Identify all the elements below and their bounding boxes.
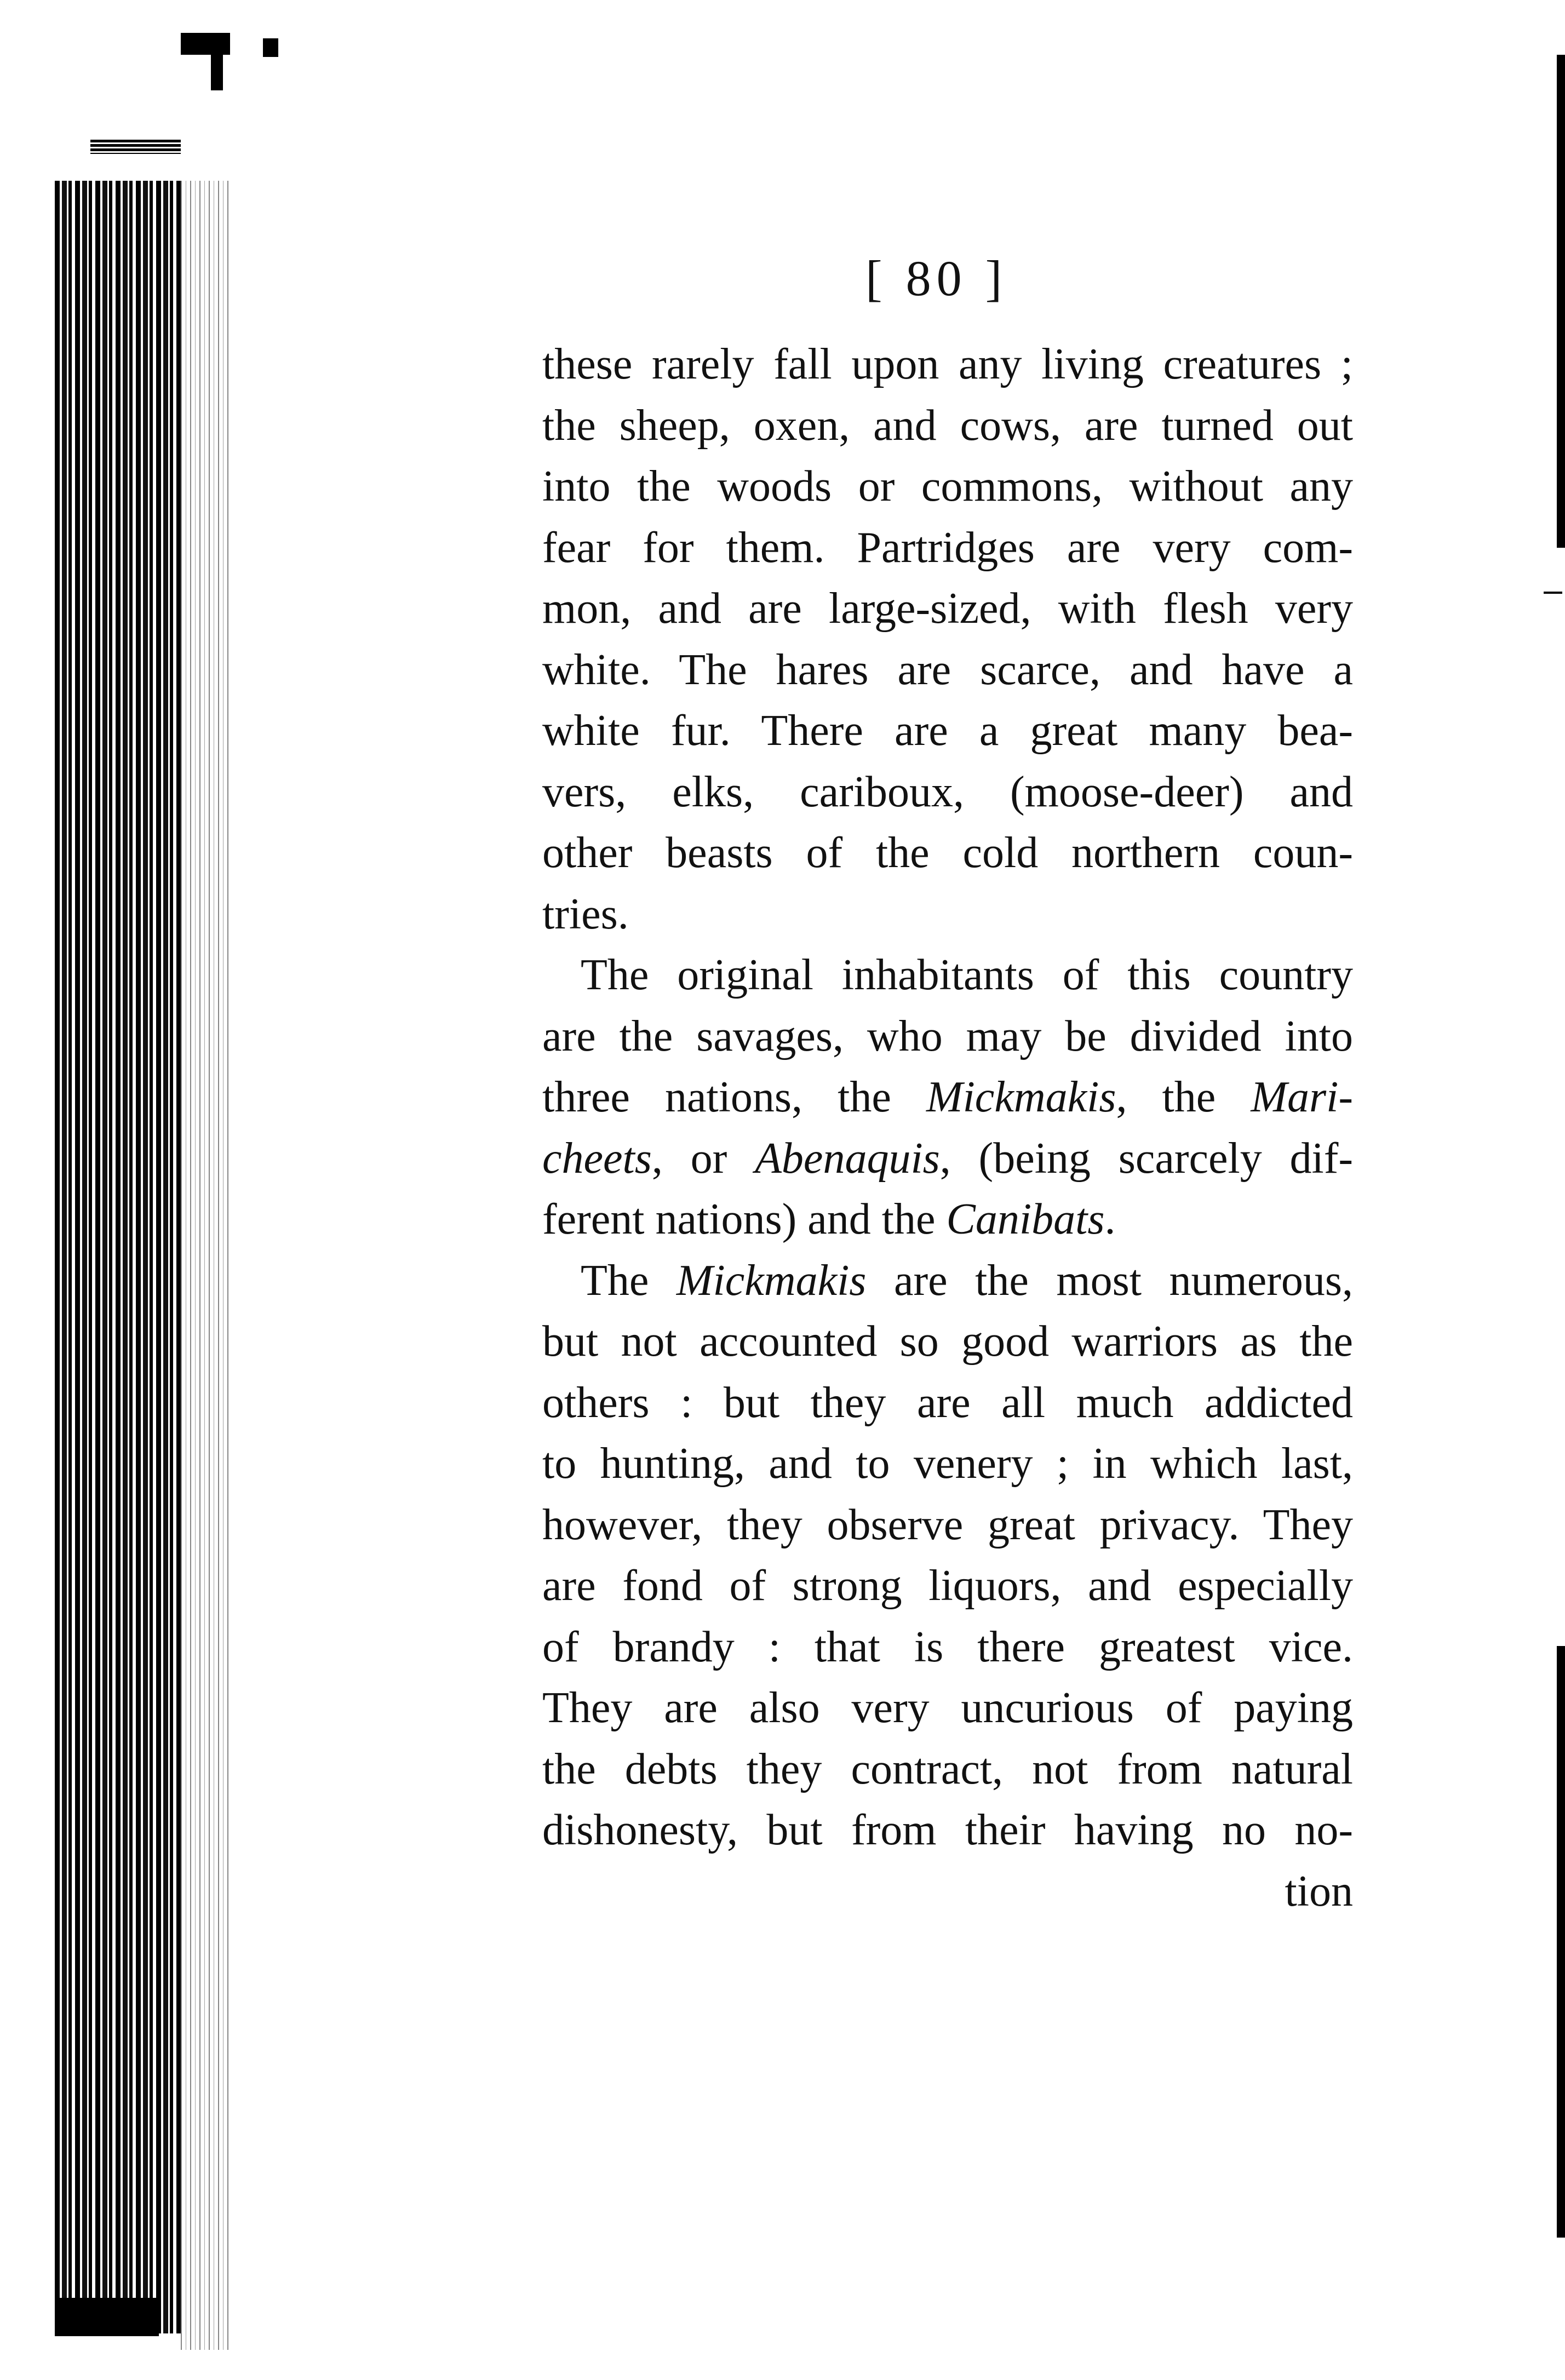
text-line: are fond of strong liquors, and especially (542, 1562, 1353, 1610)
text-line: The Mickmakis are the most numerous, (581, 1256, 1354, 1305)
text-line: cheets, or Abenaquis, (being scarcely dif- (542, 1134, 1353, 1183)
text-line: the sheep, oxen, and cows, are turned out (542, 401, 1353, 450)
text-line: fear for them. Partridges are very com- (542, 523, 1353, 572)
corner-mark (211, 52, 223, 90)
text-line: They are also very uncurious of paying (542, 1684, 1353, 1732)
text-line: the debts they contract, not from natural (542, 1745, 1353, 1793)
text-line: to hunting, and to venery ; in which last, (542, 1440, 1353, 1488)
text-line: are the savages, who may be divided into (542, 1012, 1353, 1060)
text-line: other beasts of the cold northern coun- (542, 829, 1353, 877)
text-line: vers, elks, cariboux, (moose-deer) and (542, 767, 1353, 816)
corner-mark (263, 38, 278, 57)
binding-edge (181, 181, 230, 2350)
text-line: of brandy : that is there greatest vice. (542, 1622, 1353, 1671)
text-line: white. The hares are scarce, and have a (542, 645, 1353, 694)
right-edge-rule (1557, 55, 1565, 548)
binding-bottom-mark (55, 2298, 159, 2336)
text-line: The original inhabitants of this country (581, 951, 1353, 999)
text-line: into the woods or commons, without any (542, 462, 1353, 511)
text-line: white fur. There are a great many bea- (542, 707, 1353, 755)
text-line: these rarely fall upon any living creatures ; (542, 340, 1353, 388)
text-line: however, they observe great privacy. They (542, 1500, 1353, 1549)
right-edge-rule (1557, 1646, 1565, 2238)
text-line: but not accounted so good warriors as the (542, 1317, 1353, 1366)
catchword: tion (1285, 1867, 1353, 1916)
text-line: ferent nations) and the Canibats. (542, 1195, 1116, 1243)
corner-mark (181, 33, 230, 55)
binding-top-mark (90, 140, 181, 154)
text-line: others : but they are all much addicted (542, 1378, 1353, 1427)
body-text (542, 334, 1353, 1922)
text-line: mon, and are large-sized, with flesh very (542, 584, 1353, 633)
binding-shadow (55, 181, 181, 2333)
right-edge-tick (1544, 592, 1562, 594)
text-line: three nations, the Mickmakis, the Mari- (542, 1073, 1353, 1121)
page-number: [ 80 ] (865, 250, 1008, 306)
text-line: dishonesty, but from their having no no- (542, 1806, 1353, 1854)
text-line: tries. (542, 890, 629, 938)
